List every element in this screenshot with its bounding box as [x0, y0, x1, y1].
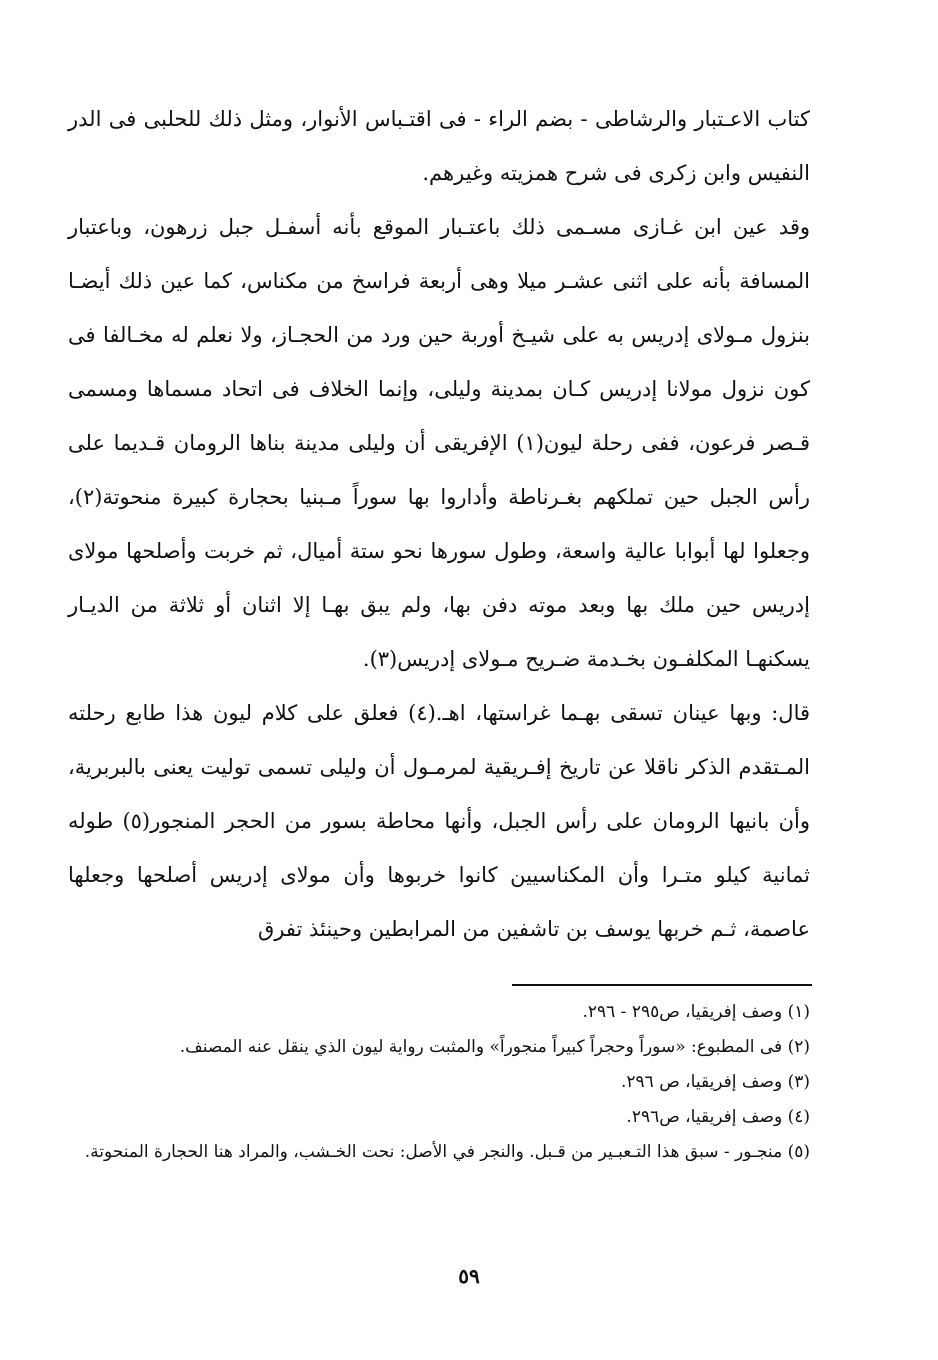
paragraph-3: قال: وبها عينان تسقى بهـما غراستها، اهـ.(٤) فعلق على كلام ليون هذا طابع رحلته المـتقدم الذكر ناقلا عن تاريخ إفـريقية لمرمـول أن وليلى تسمى توليت يعنى بالبربرية، وأن بانيها الرومان على رأس الجبل، وأنها محاطة بسور من الحجر المنجور(٥) طوله ثمانية كيلو متـرا وأن المكناسيين كانوا خربوها وأن مولاى إدريس أصلحها وجعلها عاصمة، ثـم خربها يوسف بن تاشفين من المرابطين وحينئذ تفرق: [68, 701, 811, 941]
footnote-separator: [512, 984, 812, 986]
footnote-3: (٣) وصف إفريقيا، ص ٢٩٦.: [621, 1072, 810, 1092]
footnote-5: (٥) منجـور - سبق هذا التـعبـير من قـبل. والنجر في الأصل: نحت الخـشب، والمراد هنا الحجارة المنحوتة.: [84, 1142, 810, 1162]
footnote-4: (٤) وصف إفريقيا، ص٢٩٦.: [626, 1107, 810, 1127]
page-number: ٥٩: [458, 1264, 480, 1288]
main-text: [68, 92, 810, 956]
paragraph-1: كتاب الاعـتبار والرشاطى - بضم الراء - فى اقتـباس الأنوار، ومثل ذلك للحلبى فى الدر النفيس وابن زكرى فى شرح همزيته وغيرهم.: [68, 107, 810, 185]
footnote-1: (١) وصف إفريقيا، ص٢٩٥ - ٢٩٦.: [582, 1002, 810, 1022]
paragraph-2: وقد عين ابن غـازى مسـمى ذلك باعتـبار الموقع بأنه أسفـل جبل زرهون، وباعتبار المسافة بأنه على اثنى عشـر ميلا وهى أربعة فراسخ من مكناس، كما عين ذلك أيضـا بنزول مـولاى إدريس به على شيـخ أوربة حين ورد من الحجـاز، ولا نعلم له مخـالفا فى كون نزول مولانا إدريس كـان بمدينة وليلى، وإنما الخلاف فى اتحاد مسماها ومسمى قـصر فرعون، ففى رحلة ليون(١) الإفريقى أن وليلى مدينة بناها الرومان قـديما على رأس الجبل حين تملكهم بغـرناطة وأداروا بها سوراً مـبنيا بحجارة كبيرة منحوتة(٢)، وجعلوا لها أبوابا عالية واسعة، وطول سورها نحو ستة أميال، ثم خربت وأصلحها مولاى إدريس حين ملك بها وبعد موته دفن بها، ولم يبق بهـا إلا اثنان أو ثلاثة من الديـار يسكنهـا المكلفـون بخـدمة ضـريح مـولاى إدريس(٣).: [68, 215, 810, 671]
footnote-2: (٢) فى المطبوع: «سوراً وحجراً كبيراً منجوراً» والمثبت رواية ليون الذي ينقل عنه المصنف.: [179, 1037, 810, 1057]
footnotes: [68, 998, 810, 1173]
